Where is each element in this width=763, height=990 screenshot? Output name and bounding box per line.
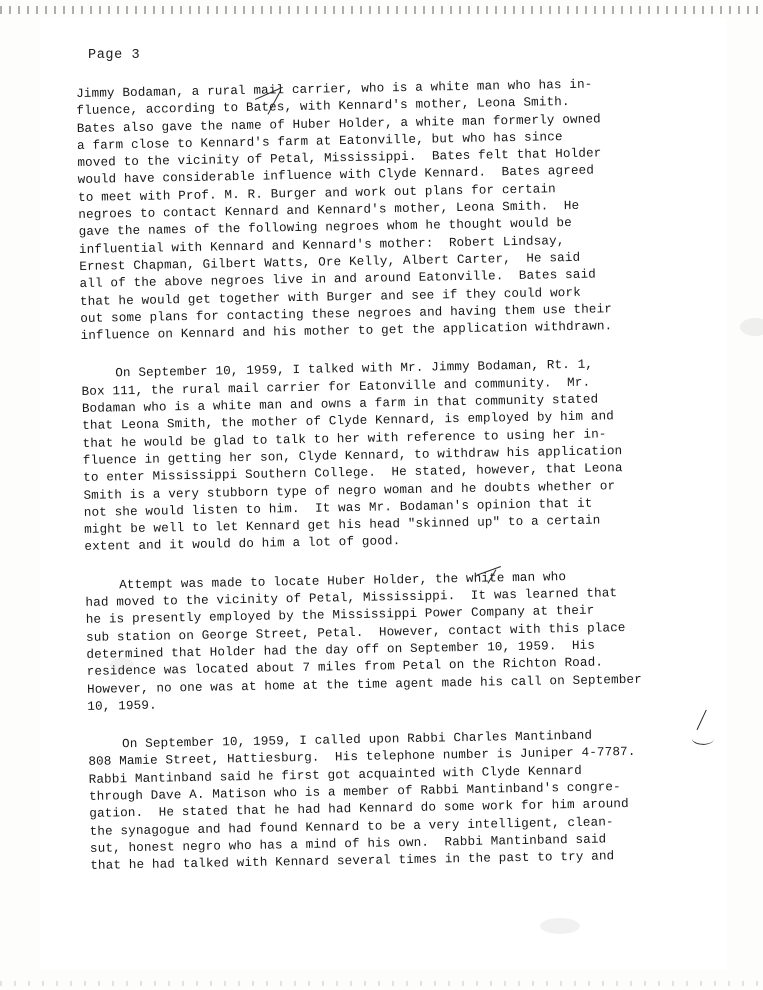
scan-smudge	[740, 318, 763, 336]
paragraph-1: Jimmy Bodaman, a rural mail carrier, who is a white man who has in- fluence, according to Bates, with Kennard's mother, Leona Smith. Bates also gave the name of Huber Holder, a white man formerly owned a farm close to Kennard's farm at Eatonville, but who has since moved to the vicinity of Petal, Mississippi. Bates felt that Holder would have considerable influence with Clyde Kennard. Bates agreed to meet with Prof. M. R. Burger and work out plans for certain negroes to contact Kennard and Kennard's mother, Leona Smith. He gave the names of the following negroes whom he thought would be influential with Kennard and Kennard's mother: Robert Lindsay, Ernest Chapman, Gilbert Watts, Ore Kelly, Albert Carter, He said all of the above negroes live in and around Eatonville. Bates said that he would get together with Burger and see if they could work out some plans for contacting these negroes and having them use their influence on Kennard and his mother to get the application withdrawn.	[76, 77, 613, 344]
page-number-label: Page 3	[88, 48, 141, 63]
paper-sheet	[40, 18, 726, 970]
paragraph-4: On September 10, 1959, I called upon Rabbi Charles Mantinband 808 Mamie Street, Hattiesburg. His telephone number is Juniper 4-7787. Rabbi Mantinband said he first got acquainted with Clyde Kennard through Dave A. Matison who is a member of Rabbi Mantinband's congre- gation. He stated that he had had Kennard do some work for him around the synagogue and had found Kennard to be a very intelligent, clean- sut, honest negro who has a mind of his own. Rabbi Mantinband said that he had talked with Kennard several times in the past to try and	[88, 728, 636, 874]
scan-smudge	[540, 918, 580, 934]
paragraph-3: Attempt was made to locate Huber Holder, the white man who had moved to the vicinity of Petal, Mississippi. It was learned that he is presently employed by the Mississippi Power Company at their sub station on George Street, Petal. However, contact with this place determined that Holder had the day off on September 10, 1959. His residence was located about 7 miles from Petal on the Richton Road. However, no one was at home at the time agent made his call on September 10, 1959.	[85, 569, 643, 714]
scan-edge-noise-top	[0, 6, 763, 14]
document-body	[76, 75, 716, 897]
paragraph-2: On September 10, 1959, I talked with Mr. Jimmy Bodaman, Rt. 1, Box 111, the rural mail carrier for Eatonville and community. Mr. Bodaman who is a white man and owns a farm in that community stated that Leona Smith, the mother of Clyde Kennard, is employed by him and that he would be glad to talk to her with reference to using her in- fluence in getting her son, Clyde Kennard, to withdraw his application to enter Mississippi Southern College. He stated, however, that Leona Smith is a very stubborn type of negro woman and he doubts whether or not she would listen to him. It was Mr. Bodaman's opinion that it might be well to let Kennard get his head "skinned up" to a certain extent and it would do him a lot of good.	[81, 358, 623, 555]
scan-edge-noise-bottom	[0, 981, 763, 986]
